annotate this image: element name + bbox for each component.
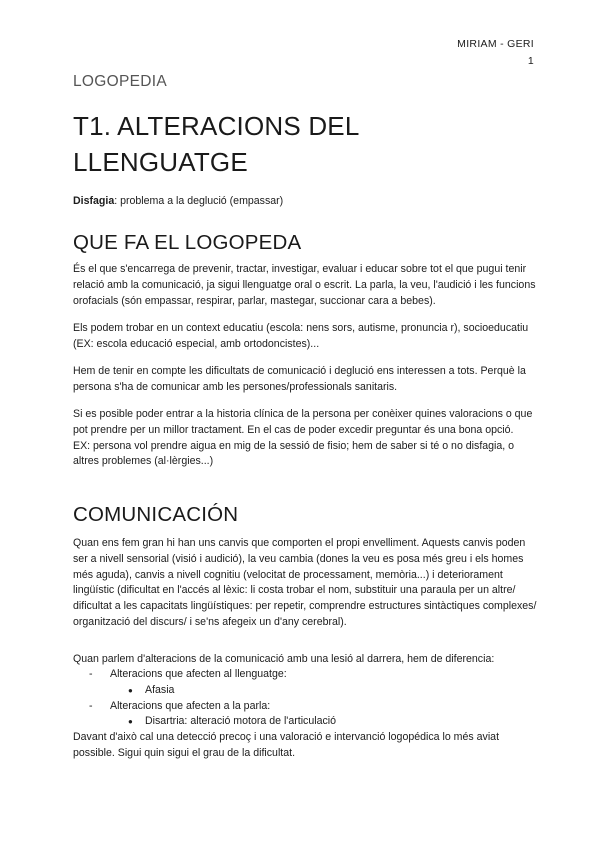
sub-list-item-label: Disartria: alteració motora de l'articulació	[145, 715, 337, 728]
bullet-icon: ●	[128, 717, 133, 727]
list-item-label: Alteracions que afecten a la parla:	[110, 699, 271, 712]
paragraph-group	[73, 407, 539, 470]
definition-term: Disfagia	[73, 195, 115, 207]
page-title: T1. ALTERACIONS DEL LLENGUATGE	[73, 111, 359, 177]
alterations-list	[73, 667, 543, 730]
paragraph: Davant d'això cal una detecció precoç i una valoració e intervanció logopédica lo més aviat possible. Sigui quin sigui el grau de la dificultat.	[73, 731, 500, 759]
paragraph: Quan ens fem gran hi han uns canvis que comporten el propi envelliment. Aquests canvis poden ser a nivell sensorial (visió i audició), la veu cambia (dones la veu es posa més greu i els homes més aguda), canvis a nivell cognitiu (velocitat de processament, memòria...) i deteriorament lingüístic (dificultat en l'accés al lèxic: li costa trobar el nom, substituir una paraula per un altre/ dificultat a les capacitats lingüístiques: per repetir, comprendre estructures sintàctiques complexes/ organització del discurs/ i se'ns afegeix un d'any cerebral).	[73, 537, 537, 628]
section-heading-comunicacion: COMUNICACIÓN	[73, 503, 239, 526]
section-heading-logopeda: QUE FA EL LOGOPEDA	[73, 231, 302, 254]
paragraph: Quan parlem d'alteracions de la comunicació amb una lesió al darrera, hem de diferencia:	[73, 653, 495, 665]
page-header	[457, 36, 534, 70]
definition-text: : problema a la deglució (empassar)	[114, 195, 284, 207]
paragraph: Si es posible poder entrar a la historia clínica de la persona per conèixer quines valoracions o que pot prendre per un millor tractament. En el cas de poder excedir preguntar és una bona opció.	[73, 408, 533, 436]
author-label: MIRIAM - GERI	[457, 38, 534, 50]
sub-list-item-label: Afasia	[145, 683, 175, 696]
subject-label: LOGOPEDIA	[73, 73, 168, 90]
list-item	[73, 667, 543, 683]
bullet-icon: ●	[128, 685, 133, 695]
sub-list-item	[73, 714, 543, 730]
dash-marker: -	[89, 699, 93, 712]
dash-marker: -	[89, 668, 93, 680]
list-item-label: Alteracions que afecten al llenguatge:	[110, 668, 287, 680]
sub-list-item	[73, 683, 543, 699]
paragraph: Hem de tenir en compte les dificultats de comunicació i deglució ens interessen a tots. Perquè la persona s'ha de comunicar amb les persones/professionals sanitaris.	[73, 365, 526, 393]
paragraph: Els podem trobar en un context educatiu (escola: nens sors, autisme, pronuncia r), socioeducatiu (EX: escola educació especial, amb ortodoncistes)...	[73, 322, 529, 350]
page-number: 1	[527, 55, 534, 67]
list-item	[73, 699, 543, 715]
definition-line	[73, 195, 283, 207]
paragraph: És el que s'encarrega de prevenir, tractar, investigar, evaluar i educar sobre tot el que pugui tenir relació amb la comunicació, ja sigui llenguatge oral o escrit. La parla, la veu, l'audició i les funcions orofacials (són empassar, respirar, parlar, mastegar, succionar cara a bebes).	[73, 263, 536, 307]
paragraph: EX: persona vol prendre aigua en mig de la sessió de fisio; hem de saber si té o no disfagia, o altres problemes (al·lèrgies...)	[73, 439, 515, 468]
